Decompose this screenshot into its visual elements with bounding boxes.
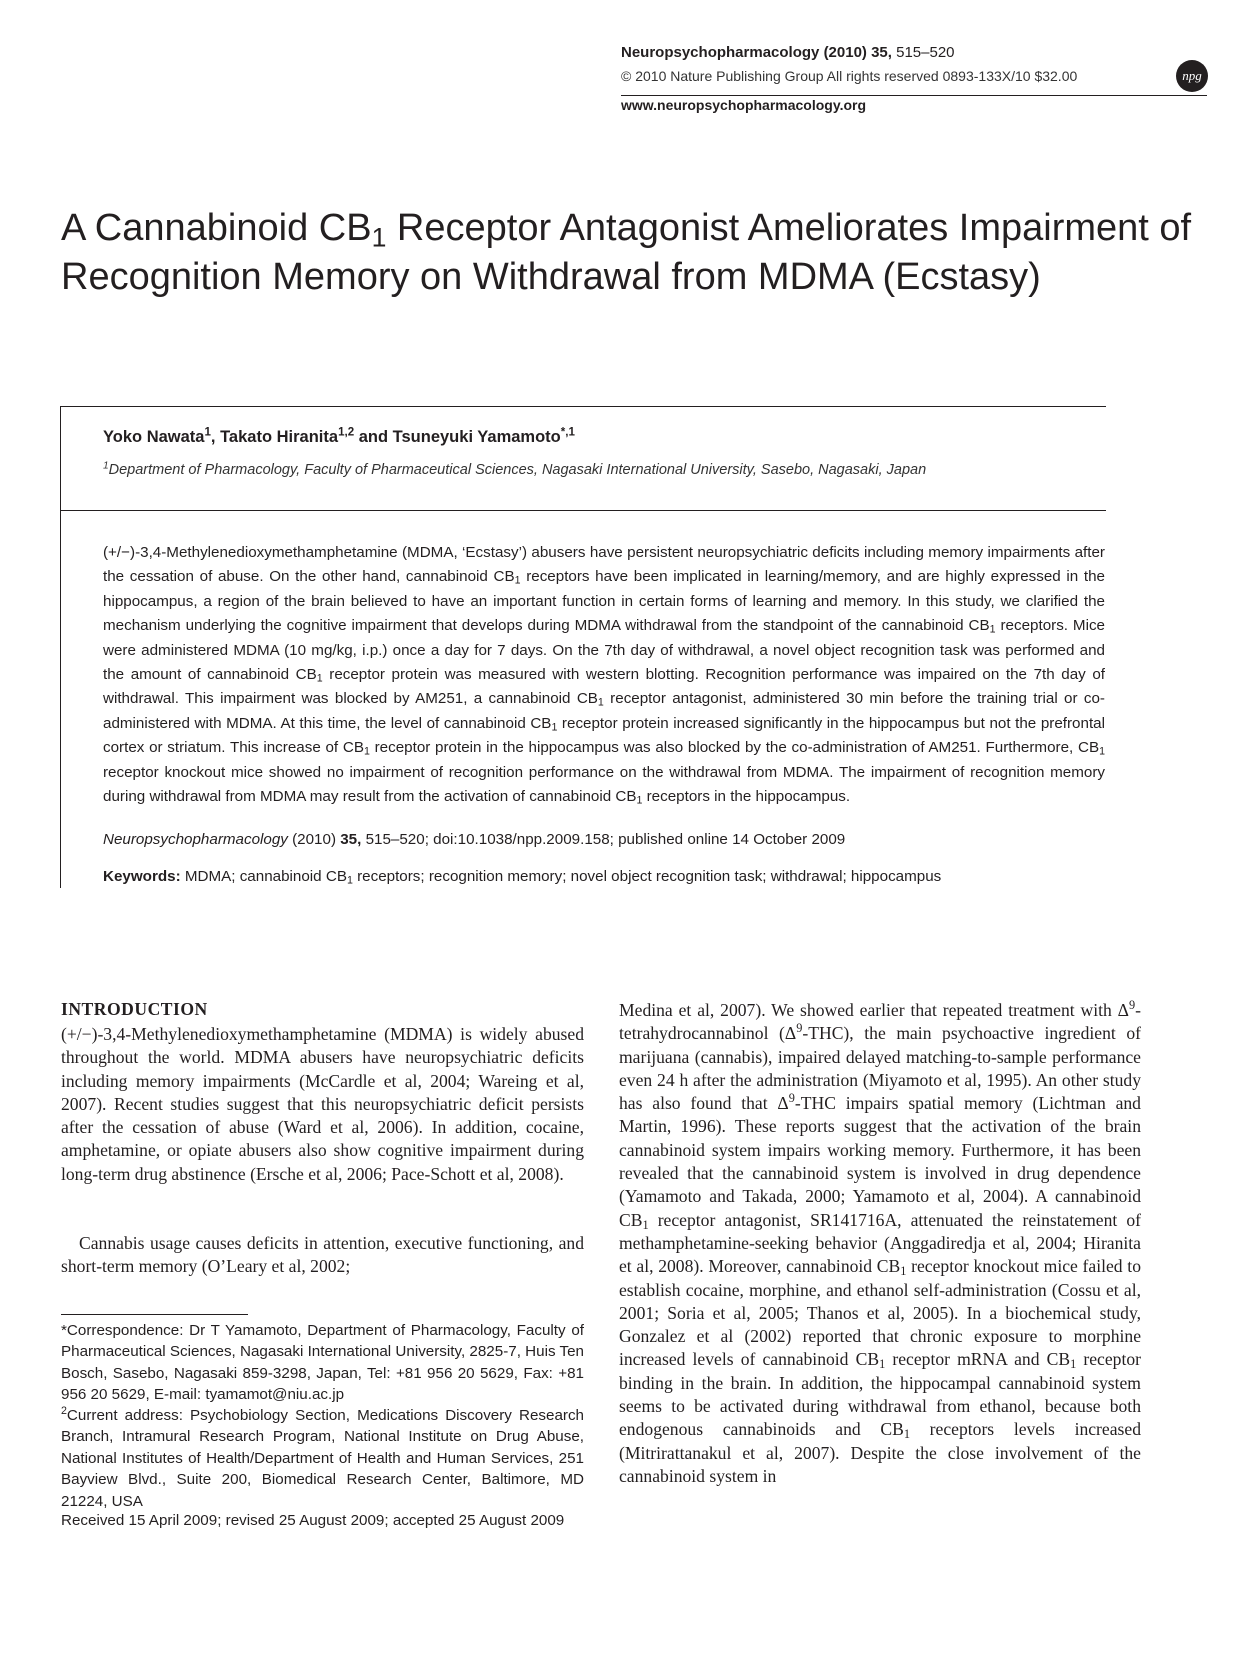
abstract-subscript: 1 bbox=[551, 721, 558, 734]
abstract-text: receptor protein increased significantly in the hippocampus but not the prefrontal cortex or striatum. This increase of CB bbox=[103, 714, 1105, 757]
footnote-mark: 2 bbox=[61, 1405, 67, 1418]
body-text: receptor mRNA and CB bbox=[885, 1349, 1071, 1370]
subscript: 1 bbox=[642, 1217, 649, 1232]
author-affil-mark: 1,2 bbox=[338, 426, 355, 439]
title-text-1: A Cannabinoid CB bbox=[61, 207, 372, 249]
author-affil-mark: 1 bbox=[204, 426, 211, 439]
abstract-subscript: 1 bbox=[316, 672, 323, 685]
abstract-left-rule bbox=[60, 510, 61, 888]
journal-year: (2010) bbox=[823, 44, 867, 61]
section-heading: INTRODUCTION bbox=[61, 999, 208, 1019]
abstract-subscript: 1 bbox=[989, 623, 996, 636]
author-affil-mark: *,1 bbox=[560, 426, 575, 439]
superscript: 9 bbox=[1128, 998, 1136, 1013]
superscript: 9 bbox=[796, 1021, 803, 1036]
keywords-text: receptors; recognition memory; novel object recognition task; withdrawal; hippocampus bbox=[352, 868, 942, 885]
correspondence-footnote: *Correspondence: Dr T Yamamoto, Department of Pharmacology, Faculty of Pharmaceutical Sciences, Nagasaki International University, 2825-7, Huis Ten Bosch, Sasebo, Nagasaki 859-3298, Japan, Tel: +81 956 20 5629, Fax: +81 956 20 5629, E-mail: tyamamot@niu.ac.jp bbox=[61, 1322, 584, 1404]
abstract-text: receptor knockout mice showed no impairment of recognition performance on the withdrawal from MDMA. The impairment of recognition memory during withdrawal from MDMA may result from the activation of cannabinoid CB bbox=[103, 763, 1105, 806]
received-dates: Received 15 April 2009; revised 25 August 2009; accepted 25 August 2009 bbox=[61, 1512, 565, 1529]
keywords-text: MDMA; cannabinoid CB bbox=[180, 868, 347, 885]
abstract-text: receptor protein was measured with western blotting. Recognition performance was impaired on the 7th day of withdrawal. This impairment was blocked by AM251, a cannabinoid CB bbox=[103, 666, 1105, 708]
abstract-subscript: 1 bbox=[1099, 745, 1105, 758]
abstract-text: receptors in the hippocampus. bbox=[642, 788, 851, 806]
body-text: receptors levels increased (Mitrirattanakul et al, 2007). Despite the close involvement of the cannabinoid system in bbox=[619, 1419, 1141, 1486]
keywords bbox=[103, 868, 941, 885]
npg-logo-icon: npg bbox=[1176, 60, 1208, 92]
body-text: receptor antagonist, SR141716A, attenuated the reinstatement of methamphetamine-seeking behavior (Anggadiredja et al, 2004; Hiranita et al, 2008). Moreover, cannabinoid CB bbox=[619, 1209, 1141, 1277]
address-text: Current address: Psychobiology Section, Medications Discovery Research Branch, Intramural Research Program, National Institute on Drug Abuse, National Institutes of Health/Department of Health and Human Services, 251 Bayview Blvd., Suite 200, Biomedical Research Center, Baltimore, MD 21224, USA bbox=[61, 1407, 584, 1510]
keywords-subscript: 1 bbox=[346, 874, 353, 887]
author-separator: , bbox=[210, 428, 221, 446]
body-text: -tetrahydrocannabinol (Δ bbox=[619, 1000, 1141, 1044]
journal-name: Neuropsychopharmacology bbox=[621, 44, 820, 61]
intro-paragraph: (+/−)-3,4-Methylenedioxymethamphetamine (MDMA) is widely abused throughout the world. MDMA abusers have neuropsychiatric deficits including memory impairments (McCardle et al, 2004; Wareing et al, 2007). Recent studies suggest that this neuropsychiatric deficit persists after the cessation of abuse (Ward et al, 2006). In addition, cocaine, amphetamine, or opiate abusers also show cognitive impairment during long-term drug abstinence (Ersche et al, 2006; Pace-Schott et al, 2008). bbox=[61, 1024, 584, 1184]
copyright-line: © 2010 Nature Publishing Group All rights reserved 0893-133X/10 $32.00 bbox=[621, 68, 1078, 84]
author-name: Yoko Nawata bbox=[103, 428, 205, 446]
intro-paragraph: Cannabis usage causes deficits in attention, executive functioning, and short-term memory (O’Leary et al, 2002; bbox=[61, 1233, 584, 1277]
citation-line bbox=[103, 831, 845, 848]
author-box-left-rule bbox=[60, 406, 61, 510]
subscript: 1 bbox=[903, 1427, 910, 1442]
superscript: 9 bbox=[788, 1091, 795, 1106]
header-divider bbox=[621, 95, 1207, 96]
journal-volume: 35, bbox=[871, 44, 892, 61]
abstract-text: receptors have been implicated in learning/memory, and are highly expressed in the hippocampus, a region of the brain believed to have an important function in certain forms of learning and memory. In this study, we clarified the mechanism underlying the cognitive impairment that develops during MDMA withdrawal from the standpoint of the cannabinoid CB bbox=[103, 568, 1105, 635]
journal-url[interactable]: www.neuropsychopharmacology.org bbox=[621, 97, 867, 113]
citation-journal: Neuropsychopharmacology bbox=[103, 831, 288, 848]
affiliation bbox=[103, 462, 926, 478]
abstract-subscript: 1 bbox=[514, 575, 521, 588]
footnote-divider bbox=[61, 1314, 248, 1315]
citation-details: 515–520; doi:10.1038/npp.2009.158; published online 14 October 2009 bbox=[361, 831, 846, 848]
subscript: 1 bbox=[900, 1264, 907, 1279]
address-footnote bbox=[61, 1405, 584, 1512]
author-name: Tsuneyuki Yamamoto bbox=[392, 428, 561, 446]
abstract bbox=[103, 541, 1105, 809]
subscript: 1 bbox=[1070, 1357, 1077, 1372]
abstract-text: receptor protein in the hippocampus was also blocked by the co-administration of AM251. Furthermore, CB bbox=[369, 739, 1100, 757]
title-text-2: Receptor Antagonist Ameliorates Impairment of Recognition Memory on Withdrawal from MDMA (Ecstasy) bbox=[61, 207, 1192, 298]
author-name: Takato Hiranita bbox=[220, 428, 339, 446]
author-box-top-rule bbox=[60, 406, 1106, 407]
body-text: -THC impairs spatial memory (Lichtman and Martin, 1996). These reports suggest that the activation of the brain cannabinoid system impairs working memory. Furthermore, it has been revealed that the cannabinoid system is involved in drug dependence (Yamamoto and Takada, 2000; Yamamoto et al, 2004). A cannabinoid CB bbox=[619, 1093, 1141, 1230]
abstract-text: receptors. Mice were administered MDMA (10 mg/kg, i.p.) once a day for 7 days. On the 7th day of withdrawal, a novel object recognition task was performed and the amount of cannabinoid CB bbox=[103, 617, 1105, 684]
author-list bbox=[103, 428, 575, 447]
paper-title bbox=[61, 204, 1201, 302]
abstract-subscript: 1 bbox=[636, 794, 643, 807]
body-text: receptor knockout mice failed to establish cocaine, morphine, and ethanol self-administration (Cossu et al, 2001; Soria et al, 2005; Thanos et al, 2005). In a biochemical study, Gonzalez et al (2002) reported that chronic exposure to morphine increased levels of cannabinoid CB bbox=[619, 1256, 1141, 1370]
abstract-text: receptor antagonist, administered 30 min before the training trial or co-administered with MDMA. At this time, the level of cannabinoid CB bbox=[103, 690, 1105, 732]
author-separator: and bbox=[354, 428, 393, 446]
body-text: Medina et al, 2007). We showed earlier that repeated treatment with Δ bbox=[619, 1000, 1129, 1020]
author-box-bottom-rule bbox=[60, 510, 1106, 511]
citation-year: (2010) bbox=[287, 831, 341, 848]
affiliation-mark: 1 bbox=[103, 460, 109, 472]
keywords-label: Keywords: bbox=[103, 868, 181, 885]
body-text: receptor binding in the brain. In addition, the hippocampal cannabinoid system seems to be activated during withdrawal from ethanol, because both endogenous cannabinoids and CB bbox=[619, 1349, 1142, 1440]
journal-header bbox=[621, 44, 955, 61]
citation-volume: 35, bbox=[340, 831, 362, 848]
abstract-subscript: 1 bbox=[597, 697, 604, 710]
subscript: 1 bbox=[879, 1357, 886, 1372]
journal-pages: 515–520 bbox=[896, 44, 955, 61]
intro-paragraph-continued bbox=[619, 999, 1141, 1488]
abstract-text: (+/−)-3,4-Methylenedioxymethamphetamine (MDMA, ‘Ecstasy’) abusers have persistent neuropsychiatric deficits including memory impairments after the cessation of abuse. On the other hand, cannabinoid CB bbox=[103, 544, 1105, 586]
abstract-subscript: 1 bbox=[363, 745, 370, 758]
title-subscript: 1 bbox=[371, 222, 387, 253]
affiliation-text: Department of Pharmacology, Faculty of Pharmaceutical Sciences, Nagasaki International University, Sasebo, Nagasaki, Japan bbox=[108, 462, 927, 478]
body-text: -THC), the main psychoactive ingredient of marijuana (cannabis), impaired delayed matching-to-sample performance even 24 h after the administration (Miyamoto et al, 1995). An other study has also found that Δ bbox=[619, 1023, 1142, 1114]
